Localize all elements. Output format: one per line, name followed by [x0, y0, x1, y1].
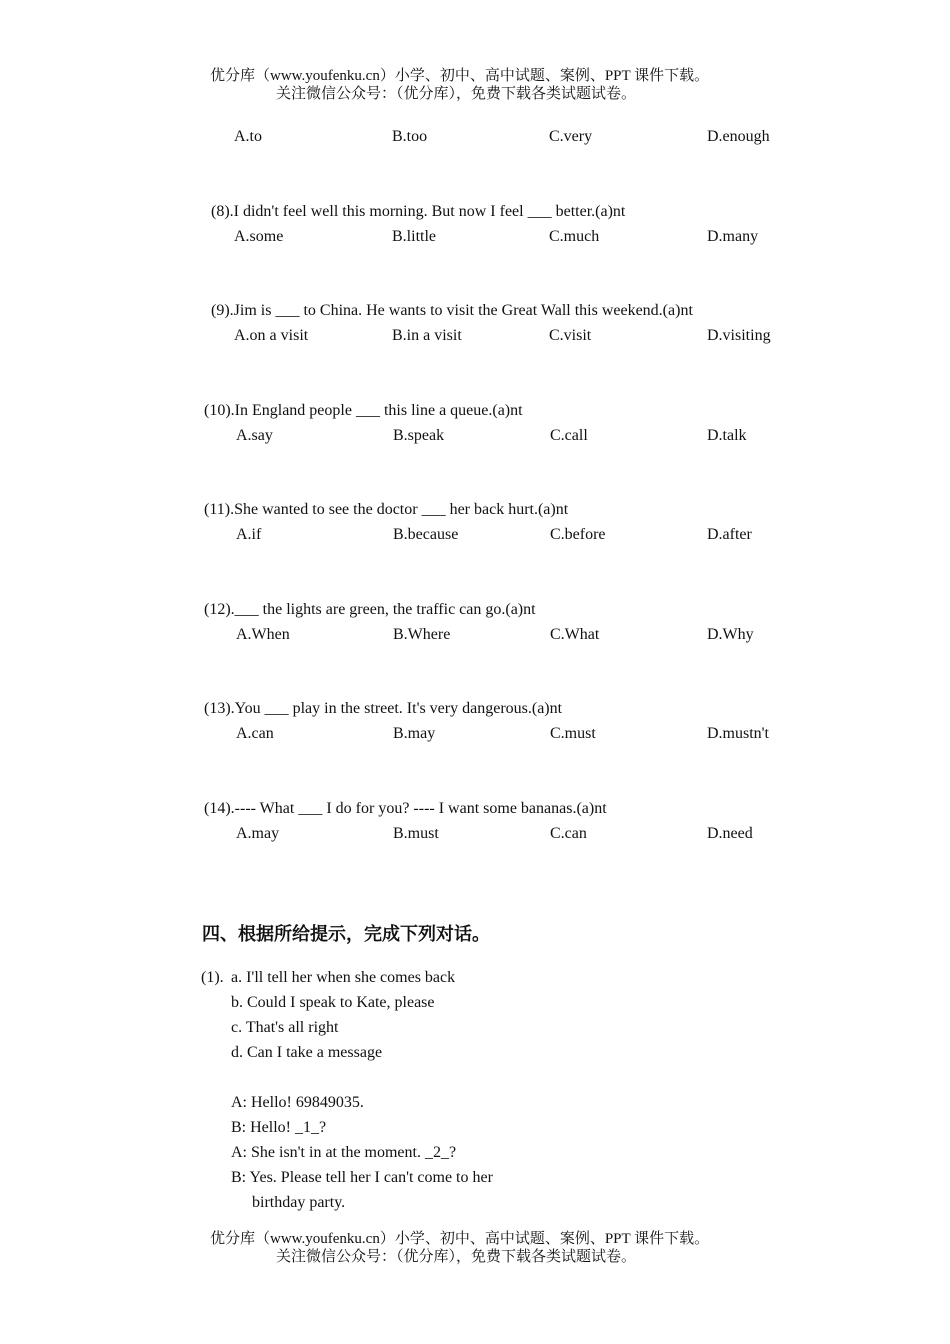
footer-line-1: 优分库（www.youfenku.cn）小学、初中、高中试题、案例、PPT 课件下载。	[210, 1231, 710, 1247]
option-b: B.too	[392, 128, 428, 145]
option-d: D.talk	[707, 427, 747, 444]
option-d: D.need	[707, 825, 753, 842]
section-4-title: 四、根据所给提示，完成下列对话。	[202, 924, 490, 945]
option-b: B.must	[393, 825, 439, 842]
option-a: A.When	[236, 626, 290, 643]
option-a: A.can	[236, 725, 274, 742]
option-a: A.to	[234, 128, 262, 145]
dialogue-line: B: Yes. Please tell her I can't come to her	[231, 1169, 493, 1186]
option-a: A.say	[236, 427, 273, 444]
question-text: (11).She wanted to see the doctor ___ her back hurt.(a)nt	[204, 501, 569, 518]
option-b: B.little	[392, 228, 436, 245]
dialogue-line: A: Hello! 69849035.	[231, 1094, 364, 1111]
option-d: D.mustn't	[707, 725, 769, 742]
option-d: D.after	[707, 526, 752, 543]
option-a: A.if	[236, 526, 262, 543]
option-b: B.speak	[393, 427, 445, 444]
option-b: B.Where	[393, 626, 451, 643]
option-d: D.Why	[707, 626, 754, 643]
option-c: C.can	[550, 825, 587, 842]
option-c: C.call	[550, 427, 588, 444]
choice-b: b. Could I speak to Kate, please	[231, 994, 435, 1011]
option-d: D.many	[707, 228, 759, 245]
dialogue-line: birthday party.	[252, 1194, 346, 1211]
option-c: C.must	[550, 725, 596, 742]
option-a: A.on a visit	[234, 327, 309, 344]
header-line-1: 优分库（www.youfenku.cn）小学、初中、高中试题、案例、PPT 课件下载。	[210, 68, 710, 84]
choice-c: c. That's all right	[231, 1019, 339, 1036]
option-b: B.in a visit	[392, 327, 462, 344]
option-c: C.visit	[549, 327, 592, 344]
dialogue-line: A: She isn't in at the moment. _2_?	[231, 1144, 457, 1161]
question-text: (8).I didn't feel well this morning. But now I feel ___ better.(a)nt	[211, 203, 626, 220]
question-text: (13).You ___ play in the street. It's very dangerous.(a)nt	[204, 700, 563, 717]
option-d: D.enough	[707, 128, 770, 145]
option-c: C.What	[550, 626, 600, 643]
option-a: A.some	[234, 228, 284, 245]
option-c: C.before	[550, 526, 606, 543]
question-text: (10).In England people ___ this line a queue.(a)nt	[204, 402, 523, 419]
option-a: A.may	[236, 825, 280, 842]
question-text: (9).Jim is ___ to China. He wants to visit the Great Wall this weekend.(a)nt	[211, 302, 693, 319]
option-d: D.visiting	[707, 327, 771, 344]
question-text: (12).___ the lights are green, the traffic can go.(a)nt	[204, 601, 536, 618]
option-b: B.may	[393, 725, 436, 742]
choice-d: d. Can I take a message	[231, 1044, 383, 1061]
dialogue-line: B: Hello! _1_?	[231, 1119, 327, 1136]
option-b: B.because	[393, 526, 459, 543]
header-line-2: 关注微信公众号：（优分库），免费下载各类试题试卷。	[276, 86, 637, 102]
option-c: C.very	[549, 128, 593, 145]
choice-a: a. I'll tell her when she comes back	[231, 969, 456, 986]
footer-line-2: 关注微信公众号：（优分库），免费下载各类试题试卷。	[276, 1249, 637, 1265]
item-number: (1).	[201, 969, 224, 986]
question-text: (14).---- What ___ I do for you? ---- I want some bananas.(a)nt	[204, 800, 607, 817]
option-c: C.much	[549, 228, 600, 245]
